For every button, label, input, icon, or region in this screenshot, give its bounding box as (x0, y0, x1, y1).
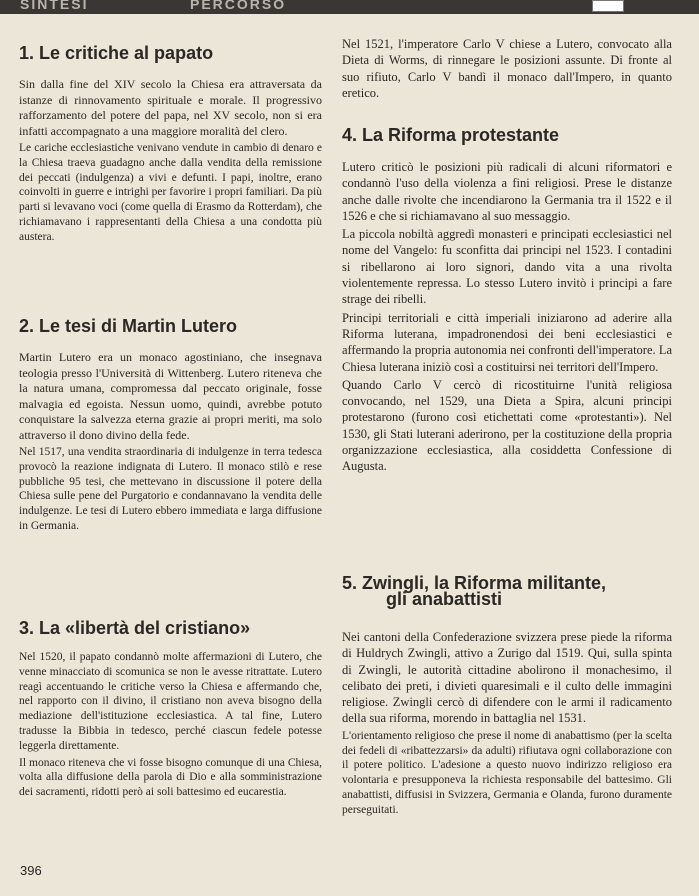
section-3-continued (342, 36, 672, 103)
section-5-body (342, 629, 672, 820)
section-4-para-1: Lutero criticò le posizioni più radicali di alcuni riformatori e condannò l'uso della violenza a fini religiosi. Prese le distanze anche dalle rivolte che incendiarono la Germania tra il 1522 e il 1526 e che si richiamavano al suo messaggio. (342, 160, 672, 223)
running-title-right: PERCORSO (190, 0, 287, 12)
section-2-body (19, 350, 322, 536)
section-3-body (19, 650, 322, 802)
page-number: 396 (20, 863, 42, 878)
section-5 (342, 575, 672, 608)
running-title-left: SINTESI (20, 0, 89, 12)
section-2-para-1: Martin Lutero era un monaco agostiniano, che insegnava teologia presso l'Università di Wittenberg. Lutero riteneva che la natura umana, compromessa dal peccato originale, fosse malvagia ed egoista. Nessun uomo, quindi, avrebbe potuto conquistare la salvezza eterna grazie ai propri meriti, ma solo attraverso il dono divino della fede. (19, 350, 322, 442)
section-3-para-1: Nel 1520, il papato condannò molte affermazioni di Lutero, che venne minacciato di scomunica se non le avesse ritrattate. Lutero reagì accentuando le critiche verso la Chiesa e affermando che, nel rapporto con il divino, il cristiano non aveva bisogno della mediazione dell'istituzione ecclesiastica. A tal fine, Lutero tradusse la Bibbia in tedesco, perché ciascun fedele potesse leggerla direttamente. (19, 651, 322, 752)
section-4-para-3: Principi territoriali e città imperiali iniziarono ad aderire alla Riforma luterana, impadronendosi dei beni ecclesiastici e affermando la propria autonomia nei confronti dell'imperatore. La Chiesa luterana iniziò così a costituirsi nei territori dell'Impero. (342, 310, 672, 374)
section-1-title: 1. Le critiche al papato (19, 43, 214, 63)
section-2-para-2: Nel 1517, una vendita straordinaria di indulgenze in terra tedesca provocò la reazione indignata di Lutero. Il monaco stilò e rese pubbliche 95 tesi, che mettevano in discussione il potere della Chiesa sulle pene del Purgatorio e condannavano la vendita delle indulgenze. Le tesi di Lutero ebbero immediata e larga diffusione in Germania. (19, 446, 322, 532)
section-4-body (342, 159, 672, 477)
section-1 (19, 43, 322, 63)
section-4-para-2: La piccola nobiltà aggredì monasteri e principati ecclesiastici nel nome del Vangelo: fu sconfitta dai principi nel 1523. I contadini si ribellarono ai loro signori, dando vita a una rivolta violentemente repressa. Lo stesso Lutero invitò i principi a fare strage dei ribelli. (342, 227, 672, 307)
section-5-para-2: L'orientamento religioso che prese il nome di anabattismo (per la scelta dei fedeli di «ribattezzarsi» da adulti) rifiutava ogni collaborazione con il potere politico. L'adesione a questo nuovo indirizzo religioso era volontaria e presupponeva la richiesta responsabile del battesimo. Gli anabattisti, diffusisi in Svizzera, Germania e Olanda, furono duramente perseguitati. (342, 729, 672, 816)
section-4 (342, 127, 672, 143)
section-3-cont-para: Nel 1521, l'imperatore Carlo V chiese a Lutero, convocato alla Dieta di Worms, di rinnegare le posizioni assunte. Di fronte al suo rifiuto, Carlo V bandì il monaco dall'Impero, in quanto eretico. (342, 37, 672, 100)
section-3 (19, 618, 322, 638)
section-3-para-2: Il monaco riteneva che vi fosse bisogno comunque di una Chiesa, volta alla diffusione della parola di Dio e alla somministrazione dei sacramenti, ridotti però ai soli battesimo ed eucarestia. (19, 756, 322, 799)
top-banner (0, 0, 699, 14)
section-4-title: 4. La Riforma protestante (342, 125, 560, 145)
section-5-para-1: Nei cantoni della Confederazione svizzera prese piede la riforma di Huldrych Zwingli, attivo a Zurigo dal 1519. Qui, sulla spinta di Zwingli, le autorità cittadine abolirono il monachesimo, il celibato dei preti, i divieti quaresimali e il culto delle immagini religiose. Zwingli cercò di difendere con le armi il radicamento della sua riforma, morendo in battaglia nel 1531. (342, 630, 672, 726)
section-2-title: 2. Le tesi di Martin Lutero (19, 316, 238, 336)
section-5-title-line-1: 5. Zwingli, la Riforma militante, (342, 573, 607, 593)
qr-code-icon (592, 0, 624, 12)
section-1-para-2: Le cariche ecclesiastiche venivano vendute in cambio di denaro e la Chiesa traeva guadagno anche dalla vendita della remissione dei peccati (indulgenza) a vivi e defunti. I papi, inoltre, erano coinvolti in guerre e intrighi per favorire i propri familiari. Da più parti si levavano voci (come quella di Erasmo da Rotterdam), che richiamavano i rappresentanti della Chiesa a una condotta più austera. (19, 142, 322, 243)
section-5-title-line-2: gli anabattisti (386, 589, 503, 610)
section-2 (19, 316, 322, 336)
section-4-para-4: Quando Carlo V cercò di ricostituirne l'unità religiosa convocando, nel 1529, una Dieta a Spira, alcuni principi protestarono (furono così etichettati come «protestanti»). Nel 1530, gli Stati luterani aderirono, per la costituzione della propria organizzazione ecclesiastica, alla cosiddetta Confessione di Augusta. (342, 377, 672, 474)
section-1-para-1: Sin dalla fine del XIV secolo la Chiesa era attraversata da istanze di rinnovamento spirituale e morale. Il progressivo rafforzamento del potere del papa, nel XV secolo, non si era infatti accompagnato a una maggiore moralità del clero. (19, 77, 322, 138)
section-3-title: 3. La «libertà del cristiano» (19, 618, 251, 638)
section-1-body (19, 77, 322, 247)
